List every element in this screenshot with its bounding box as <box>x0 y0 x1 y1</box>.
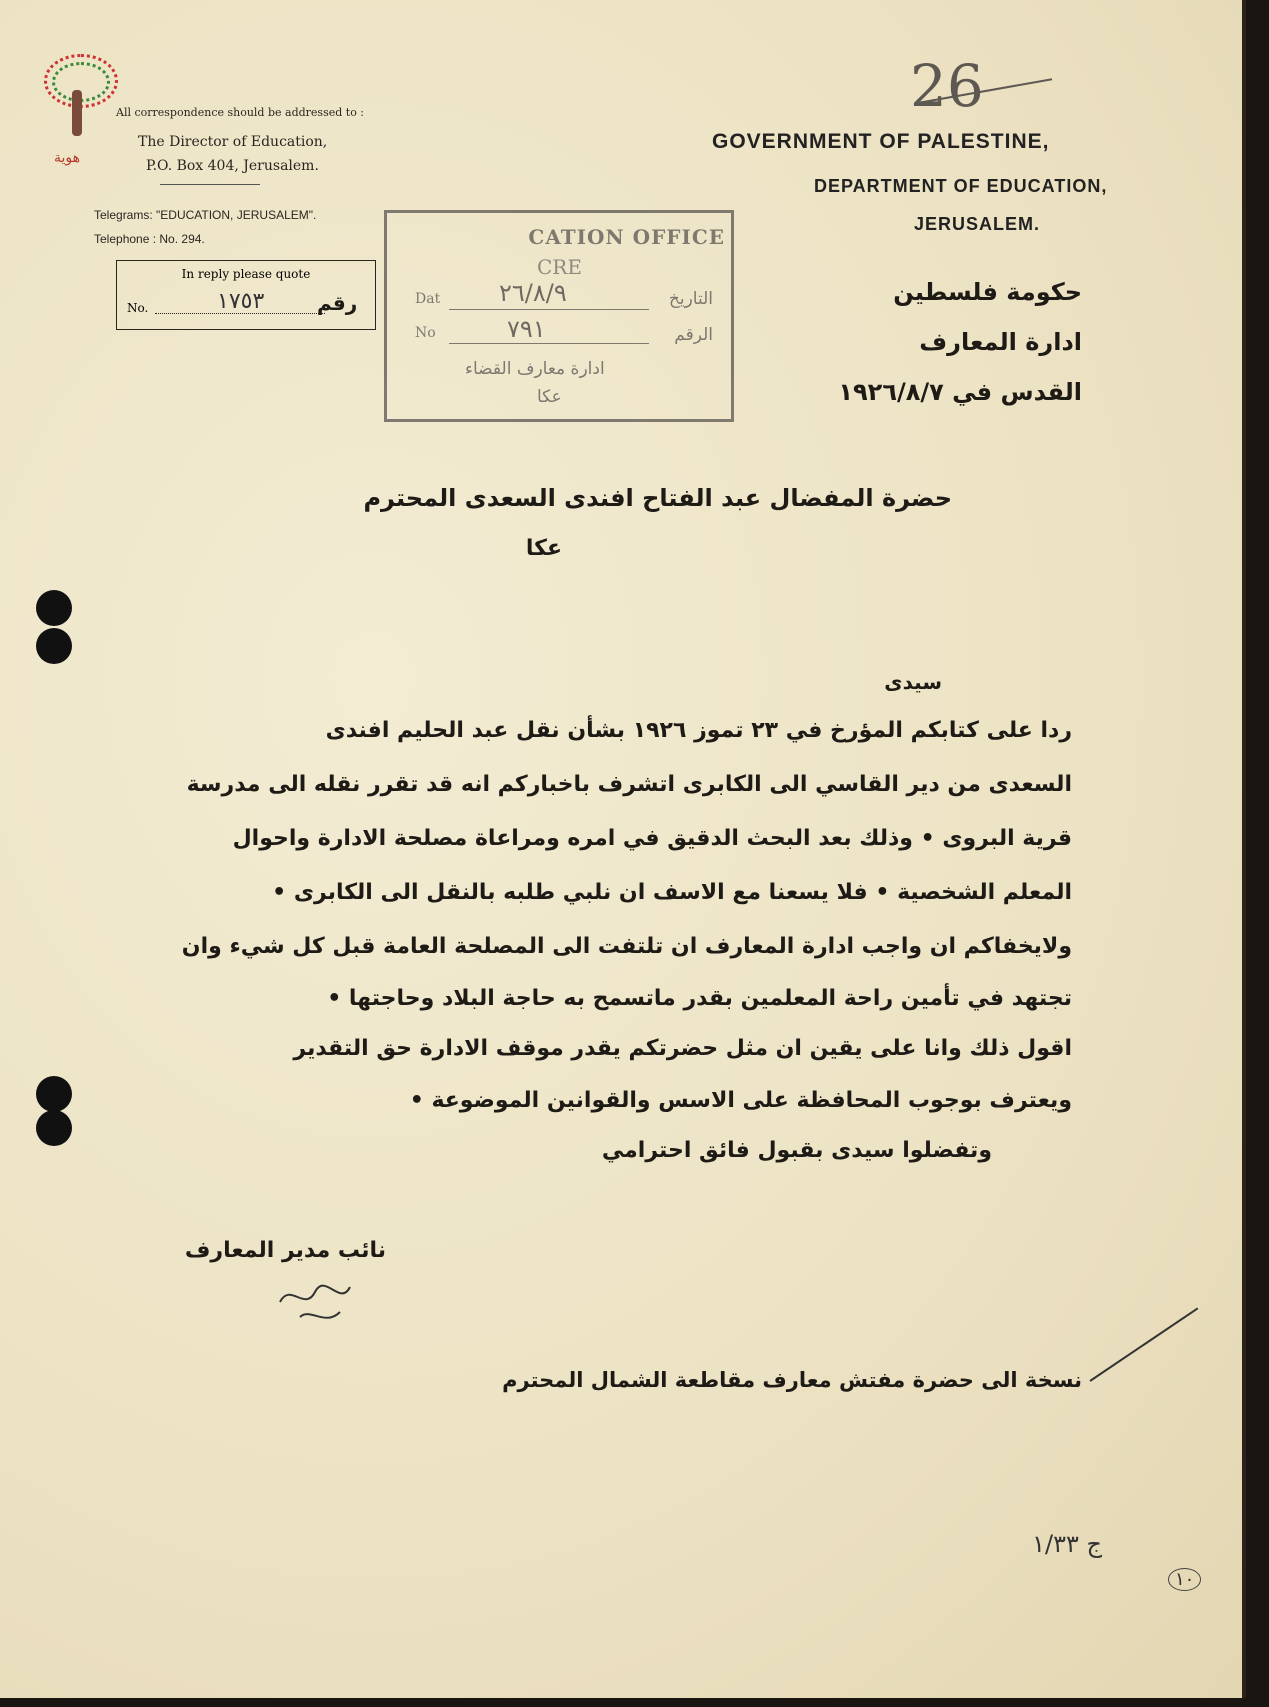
archive-logo <box>38 50 118 190</box>
body-line: السعدى من دير القاسي الى الكابرى اتشرف باخباركم انه قد تقرر نقله الى مدرسة <box>186 772 1072 797</box>
signature-title: نائب مدير المعارف <box>184 1238 386 1263</box>
reply-number: ١٧٥٣ <box>217 289 265 314</box>
header-en-line1: GOVERNMENT OF PALESTINE, <box>712 130 1050 153</box>
body-line: ردا على كتابكم المؤرخ في ٢٣ تموز ١٩٢٦ بشأن نقل عبد الحليم افندى <box>325 718 1072 743</box>
stamp-office-text: ادارة معارف القضاء <box>465 359 605 379</box>
reply-quote-box <box>116 260 376 330</box>
stamp-title: CATION OFFICE <box>528 225 725 249</box>
punch-hole <box>36 628 72 664</box>
header-ar-line1: حكومة فلسطين <box>893 278 1082 306</box>
logo-text: هوية <box>54 150 81 166</box>
body-line: المعلم الشخصية • فلا يسعنا مع الاسف ان نلبي طلبه بالنقل الى الكابرى • <box>272 880 1072 905</box>
address-note: All correspondence should be addressed to : <box>116 106 365 119</box>
body-line: ويعترف بوجوب المحافظة على الاسس والقوانين الموضوعة • <box>409 1088 1072 1113</box>
punch-hole <box>36 590 72 626</box>
telegrams-line: Telegrams: "EDUCATION, JERUSALEM". <box>94 208 317 222</box>
header-ar-line2: ادارة المعارف <box>919 328 1082 356</box>
body-line: قرية البروى • وذلك بعد البحث الدقيق في امره ومراعاة مصلحة الادارة واحوال <box>232 826 1072 851</box>
punch-hole <box>36 1076 72 1112</box>
address-divider <box>160 184 260 185</box>
header-en-line3: JERUSALEM. <box>914 214 1041 234</box>
recipient-city: عكا <box>525 536 562 561</box>
reply-no-label: No. <box>127 301 149 315</box>
body-line: ولايخفاكم ان واجب ادارة المعارف ان تلتفت الى المصلحة العامة قبل كل شيء وان <box>181 934 1072 959</box>
body-line: اقول ذلك وانا على يقين ان مثل حضرتكم يقدر موقف الادارة حق التقدير <box>293 1036 1072 1061</box>
stamp-date-value: ٢٦/٨/٩ <box>499 279 567 307</box>
stamp-no-label-en: No <box>415 325 436 341</box>
signature-scribble <box>270 1272 380 1332</box>
logo-tree-trunk <box>72 90 82 136</box>
punch-hole <box>36 1110 72 1146</box>
handwritten-page-number: 26 <box>910 52 984 120</box>
address-line1: The Director of Education, <box>138 134 328 150</box>
reply-quote-label: In reply please quote <box>181 267 311 281</box>
corner-reference-circled: ١٠ <box>1168 1568 1201 1591</box>
stamp-number-label: الرقم <box>674 325 713 345</box>
closing-line: وتفضلوا سيدى بقبول فائق احترامي <box>601 1138 992 1163</box>
stamp-number-line <box>449 343 649 344</box>
address-line2: P.O. Box 404, Jerusalem. <box>146 158 319 174</box>
stamp-date-label: التاريخ <box>668 289 713 309</box>
recipient-line1: حضرة المفضال عبد الفتاح افندى السعدى المحترم <box>363 484 952 512</box>
stamp-date-line <box>449 309 649 310</box>
stamp-number-value: ٧٩١ <box>507 315 546 343</box>
body-line: تجتهد في تأمين راحة المعلمين بقدر ماتسمح به حاجة البلاد وحاجتها • <box>327 986 1072 1011</box>
header-ar-date: القدس في ١٩٢٦/٨/٧ <box>838 378 1082 406</box>
stamp-city: عكا <box>537 387 562 407</box>
corner-reference: ج ١/٣٣ <box>1032 1530 1102 1558</box>
stamp-subtitle: CRE <box>537 255 582 279</box>
header-en-line2: DEPARTMENT OF EDUCATION, <box>814 176 1108 196</box>
copy-to-line: نسخة الى حضرة مفتش معارف مقاطعة الشمال المحترم <box>502 1368 1082 1392</box>
reply-number-label: رقم <box>317 291 358 315</box>
telephone-line: Telephone : No. 294. <box>94 232 205 246</box>
received-stamp <box>384 210 734 422</box>
salutation: سيدى <box>884 670 942 694</box>
stamp-date-label-en: Dat <box>415 291 441 307</box>
copy-tick-mark <box>1089 1307 1198 1381</box>
